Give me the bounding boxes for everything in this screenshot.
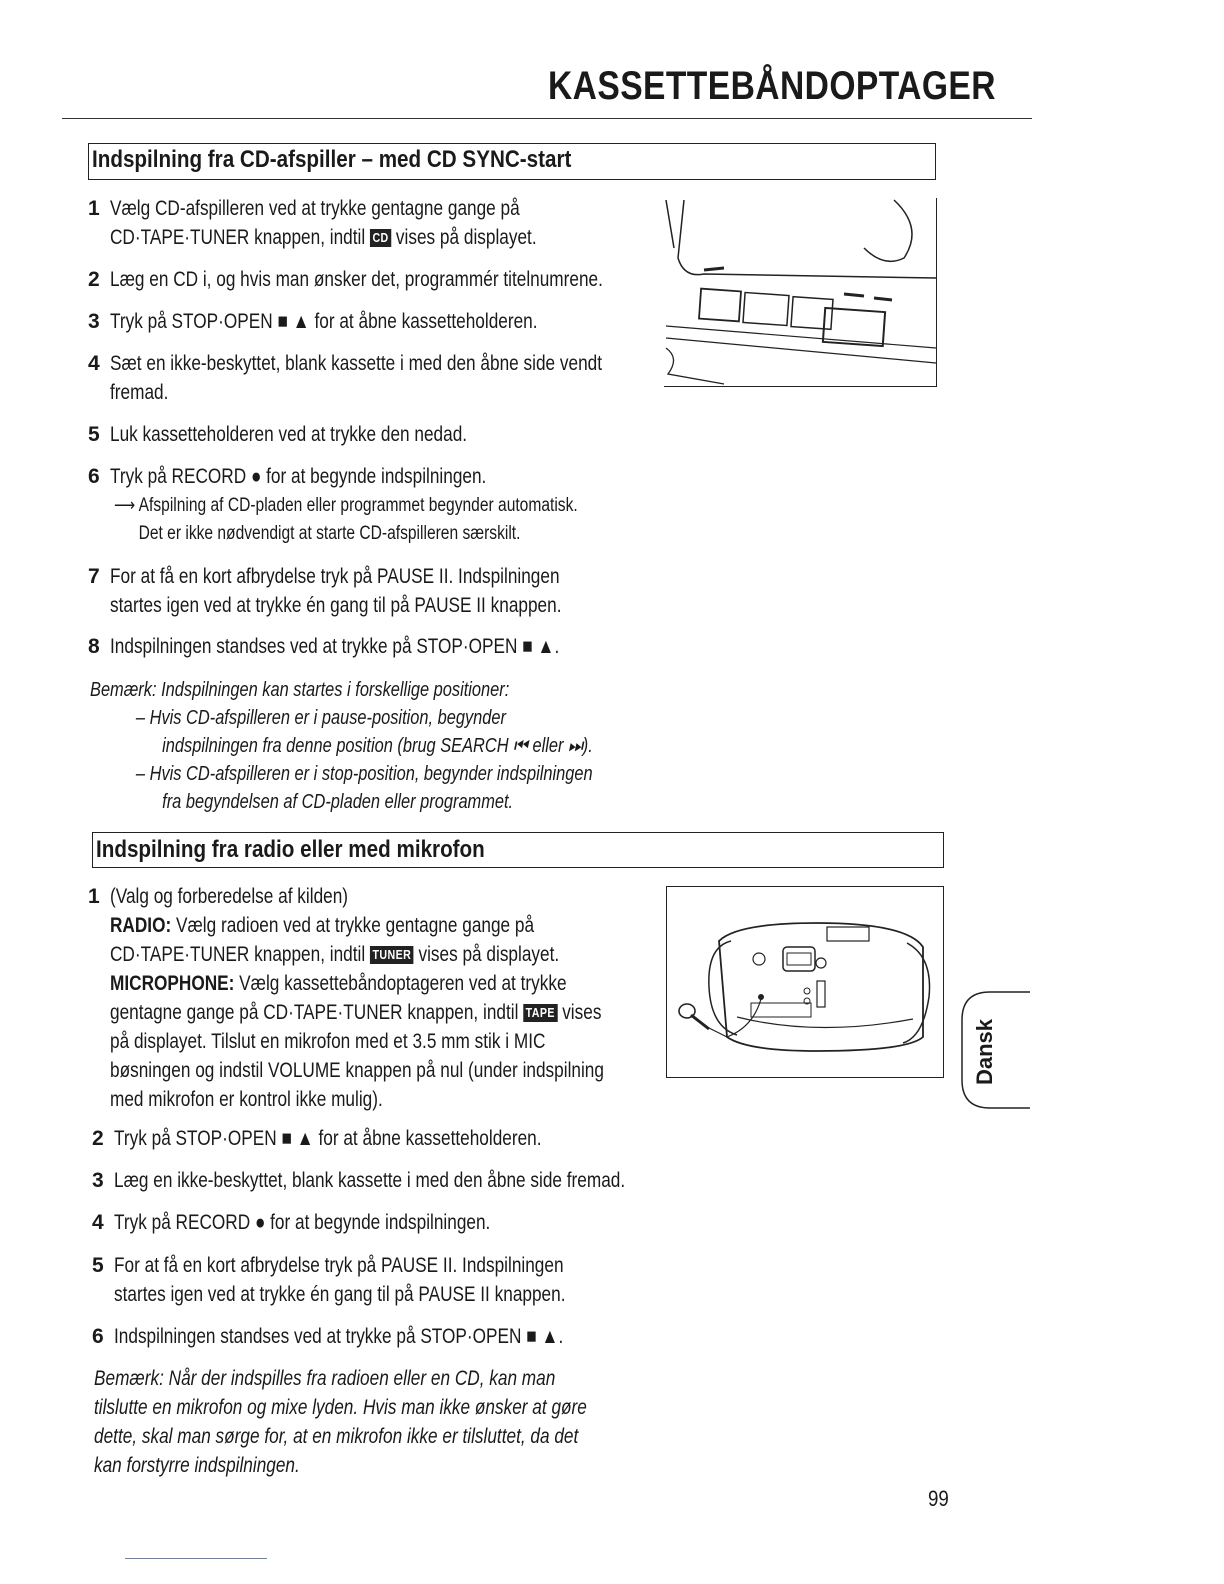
step-number: 7 <box>88 565 100 588</box>
step-number: 6 <box>92 1325 104 1348</box>
note-intro: Bemærk: Indspilningen kan startes i forskellige positioner: <box>90 679 510 701</box>
step-number: 3 <box>92 1169 104 1192</box>
step-number: 2 <box>92 1127 104 1150</box>
step-text: startes igen ved at trykke én gang til på PAUSE II knappen. <box>114 1283 566 1306</box>
step-text: fremad. <box>110 381 169 404</box>
step-text: Tryk på STOP·OPEN ■ ▲ for at åbne kassetteholderen. <box>114 1127 542 1150</box>
step-text: Vælg CD-afspilleren ved at trykke gentagne gange på <box>110 197 520 220</box>
page-title: KASSETTEBÅNDOPTAGER <box>548 64 996 108</box>
step-text: med mikrofon er kontrol ikke mulig). <box>110 1088 383 1111</box>
note-item: fra begyndelsen af CD-pladen eller programmet. <box>162 791 514 813</box>
note-line: kan forstyrre indspilningen. <box>94 1454 300 1477</box>
step-number: 4 <box>88 352 100 375</box>
step-number: 2 <box>88 268 100 291</box>
step-text: Tryk på RECORD ● for at begynde indspilningen. <box>110 465 487 488</box>
result-arrow-icon: ⟶ <box>114 495 136 515</box>
step-number: 8 <box>88 635 100 658</box>
step-text: (Valg og forberedelse af kilden) <box>110 885 349 908</box>
note-line: Bemærk: Når der indspilles fra radioen eller en CD, kan man <box>94 1367 556 1390</box>
step-text: Vælg radioen ved at trykke gentagne gange på <box>171 914 535 937</box>
step-text: CD·TAPE·TUNER knappen, indtil <box>110 943 366 966</box>
step-text: startes igen ved at trykke én gang til på PAUSE II knappen. <box>110 594 562 617</box>
s1-note <box>90 676 703 816</box>
note-item: indspilningen fra denne position (brug SEARCH ⏮ eller ⏭). <box>162 735 593 757</box>
step-text: vises <box>557 1001 602 1024</box>
page-number: 99 <box>928 1486 949 1511</box>
step-text: Luk kassetteholderen ved at trykke den nedad. <box>110 423 468 446</box>
section2-heading: Indspilning fra radio eller med mikrofon <box>96 836 485 863</box>
note-line: tilslutte en mikrofon og mixe lyden. Hvis man ikke ønsker at gøre <box>94 1396 587 1419</box>
result-text: Det er ikke nødvendigt at starte CD-afspilleren særskilt. <box>138 523 521 544</box>
step-text: Indspilningen standses ved at trykke på STOP·OPEN ■ ▲. <box>110 635 560 658</box>
title-rule <box>62 118 1032 119</box>
step-text: Tryk på STOP·OPEN ■ ▲ for at åbne kassetteholderen. <box>110 310 538 333</box>
step-text: vises på displayet. <box>413 943 560 966</box>
step-text: Vælg kassettebåndoptageren ved at trykke <box>234 972 567 995</box>
s2-note <box>94 1364 695 1480</box>
footer-rule <box>125 1558 267 1559</box>
step-text: Sæt en ikke-beskyttet, blank kassette i med den åbne side vendt <box>110 352 603 375</box>
step-number: 1 <box>88 885 100 908</box>
step-number: 1 <box>88 197 100 220</box>
language-tab <box>960 990 1036 1110</box>
step-number: 5 <box>92 1254 104 1277</box>
lcd-tuner-indicator: TUNER <box>370 946 414 964</box>
step-text: Læg en CD i, og hvis man ønsker det, programmér titelnumrene. <box>110 268 603 291</box>
step-text: Tryk på RECORD ● for at begynde indspilningen. <box>114 1211 491 1234</box>
language-tab-label: Dansk <box>972 1018 997 1085</box>
step-text: For at få en kort afbrydelse tryk på PAUSE II. Indspilningen <box>114 1254 564 1277</box>
step-number: 3 <box>88 310 100 333</box>
step-text: For at få en kort afbrydelse tryk på PAUSE II. Indspilningen <box>110 565 560 588</box>
radio-label: RADIO: <box>110 914 172 937</box>
result-text: Afspilning af CD-pladen eller programmet begynder automatisk. <box>138 495 578 516</box>
step-text: bøsningen og indstil VOLUME knappen på nul (under indspilning <box>110 1059 604 1082</box>
note-line: dette, skal man sørge for, at en mikrofon ikke er tilsluttet, da det <box>94 1425 579 1448</box>
step-text: Læg en ikke-beskyttet, blank kassette i med den åbne side fremad. <box>114 1169 626 1192</box>
step-text: på displayet. Tilslut en mikrofon med et 3.5 mm stik i MIC <box>110 1030 546 1053</box>
lcd-cd-indicator: CD <box>370 229 391 247</box>
section1-heading: Indspilning fra CD-afspiller – med CD SYNC-start <box>92 146 572 173</box>
lcd-tape-indicator: TAPE <box>523 1004 557 1022</box>
note-item: – Hvis CD-afspilleren er i stop-position, begynder indspilningen <box>135 763 593 785</box>
note-item: – Hvis CD-afspilleren er i pause-position, begynder <box>135 707 507 729</box>
step-number: 6 <box>88 465 100 488</box>
step-number: 5 <box>88 423 100 446</box>
step-text: vises på displayet. <box>391 226 537 249</box>
step-text: Indspilningen standses ved at trykke på STOP·OPEN ■ ▲. <box>114 1325 564 1348</box>
s1-step-6-result <box>114 491 679 548</box>
step-text: CD·TAPE·TUNER knappen, indtil <box>110 226 366 249</box>
step-number: 4 <box>92 1211 104 1234</box>
microphone-label: MICROPHONE: <box>110 972 235 995</box>
step-text: gentagne gange på CD·TAPE·TUNER knappen, indtil <box>110 1001 519 1024</box>
